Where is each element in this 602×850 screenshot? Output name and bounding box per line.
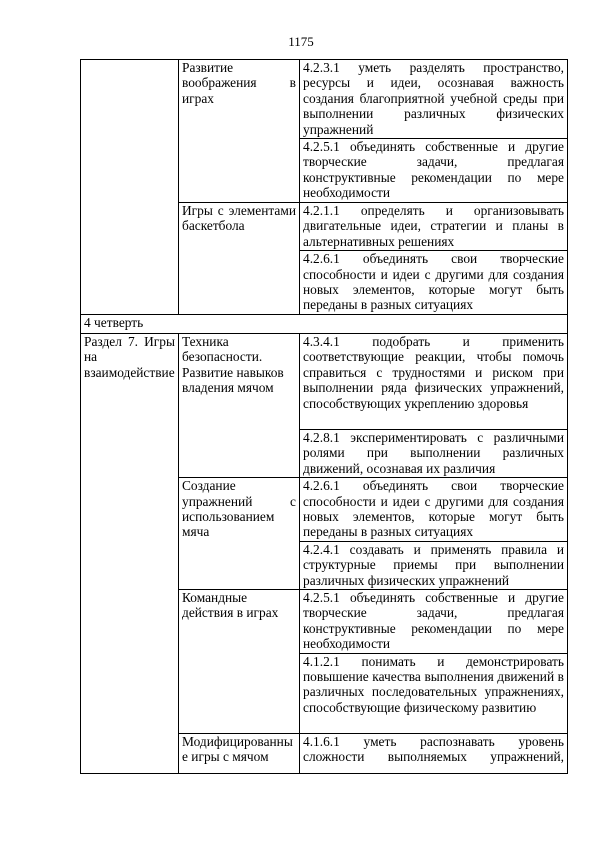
objective-cell: 4.2.4.1 создавать и применять правила и структурные приемы при выполнении различных физических упражнений (300, 541, 568, 589)
table-row (81, 333, 568, 429)
curriculum-table (80, 59, 568, 774)
objective-cell: 4.2.6.1 объединять свои творческие способности и идеи с другими для создания новых элементов, которые могут быть переданы в разных ситуациях (300, 478, 568, 542)
page-number: 1175 (288, 34, 314, 49)
topic-cell: Командные действия в играх (179, 589, 300, 733)
topic-cell: Модифицированные игры с мячом (179, 733, 300, 773)
quarter-heading: 4 четверть (81, 314, 568, 333)
topic-cell: Создание упражнений с использованием мяча (179, 478, 300, 590)
objective-cell: 4.1.2.1 понимать и демонстрировать повышение качества выполнения движений в различных последовательных упражнениях, способствующие физическому развитию (300, 653, 568, 733)
objective-cell: 4.2.3.1 уметь разделять пространство, ресурсы и идеи, осознавая важность создания благоприятной учебной среды при выполнении различных физических упражнений (300, 60, 568, 139)
objective-cell: 4.2.5.1 объединять собственные и другие творческие задачи, предлагая конструктивные рекомендации по мере необходимости (300, 139, 568, 203)
objective-cell: 4.2.5.1 объединять собственные и другие творческие задачи, предлагая конструктивные рекомендации по мере необходимости (300, 589, 568, 653)
topic-cell: Игры с элементами баскетбола (179, 203, 300, 315)
objective-cell: 4.3.4.1 подобрать и применить соответствующие реакции, чтобы помочь справиться с трудностями и риском при выполнении ряда физических упражнений, способствующих укреплению здоровья (300, 333, 568, 429)
table-row (81, 314, 568, 333)
section-cell: Раздел 7. Игры на взаимодействие (81, 333, 179, 773)
objective-cell: 4.2.1.1 определять и организовывать двигательные идеи, стратегии и планы в альтернативных решениях (300, 203, 568, 251)
section-cell (81, 60, 179, 315)
table-row (81, 60, 568, 139)
objective-cell: 4.2.8.1 экспериментировать с различными ролями при выполнении различных движений, осознавая их различия (300, 429, 568, 477)
topic-cell: Техника безопасности. Развитие навыков владения мячом (179, 333, 300, 477)
objective-cell: 4.1.6.1 уметь распознавать уровень сложности выполняемых упражнений, (300, 733, 568, 773)
objective-cell: 4.2.6.1 объединять свои творческие способности и идеи с другими для создания новых элементов, которые могут быть переданы в разных ситуациях (300, 251, 568, 315)
topic-cell: Развитие воображения в играх (179, 60, 300, 203)
